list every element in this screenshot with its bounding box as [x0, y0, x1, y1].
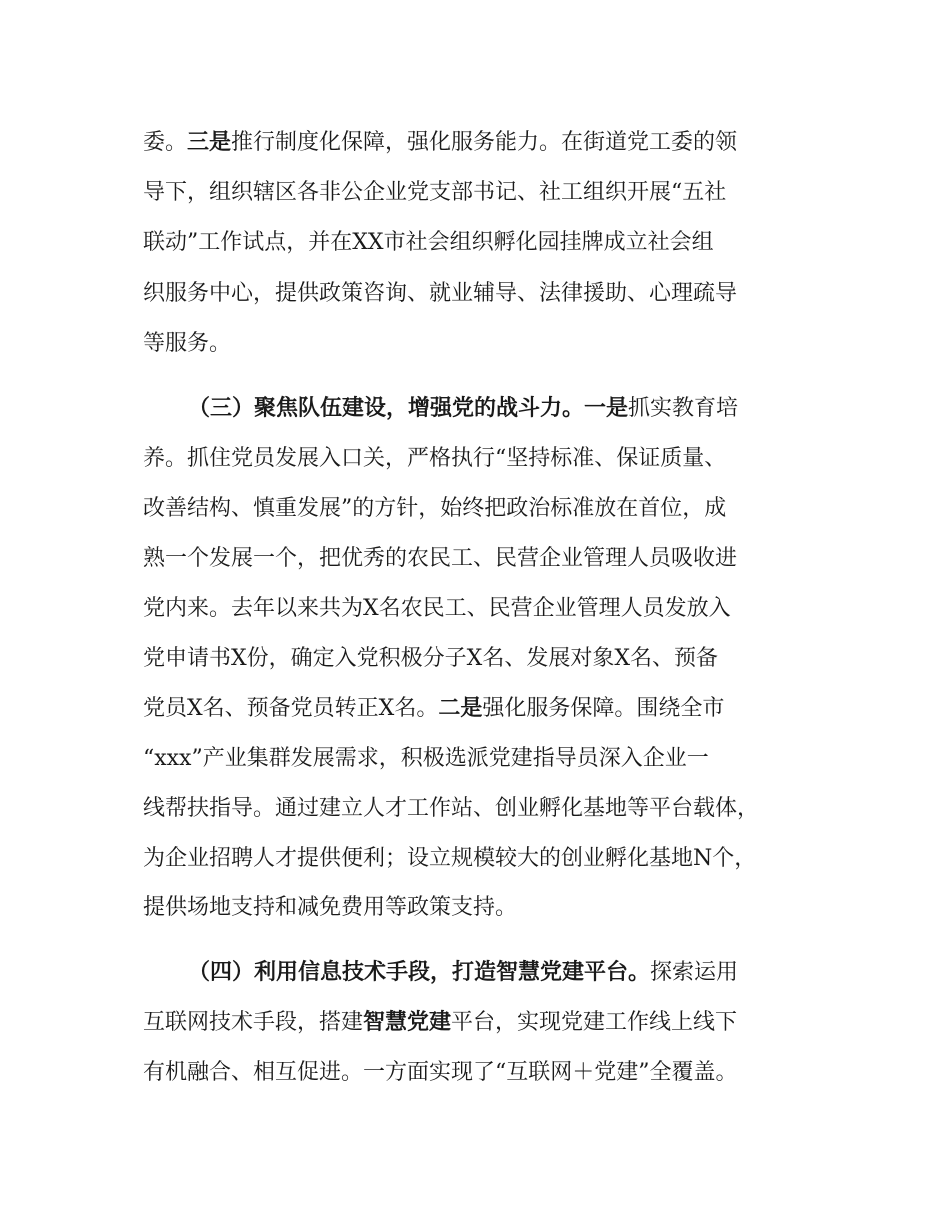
- paragraph-line: 改善结构、慎重发展”的方针，始终把政治标准放在首位，成: [143, 496, 727, 521]
- paragraph-line: 养。抓住党员发展入口关，严格执行“坚持标准、保证质量、: [143, 446, 727, 471]
- paragraph-line: 党内来。去年以来共为X名农民工、民营企业管理人员发放入: [143, 596, 731, 621]
- section-heading-line: （四）利用信息技术手段，打造智慧党建平台。探索运用: [188, 960, 739, 985]
- paragraph-line: 互联网技术手段，搭建智慧党建平台，实现党建工作线上线下: [143, 1010, 738, 1035]
- section-heading: （三）聚焦队伍建设，增强党的战斗力。一是: [188, 396, 629, 421]
- paragraph-line: “xxx”产业集群发展需求，积极选派党建指导员深入企业一: [143, 746, 709, 771]
- paragraph-line: 熟一个发展一个，把优秀的农民工、民营企业管理人员吸收进: [143, 546, 738, 571]
- paragraph-line: 导下，组织辖区各非公企业党支部书记、社工组织开展“五社: [143, 180, 727, 205]
- paragraph-line: 等服务。: [143, 331, 232, 356]
- bold-phrase: 智慧党建: [363, 1010, 452, 1035]
- section-heading: （四）利用信息技术手段，打造智慧党建平台。: [188, 960, 651, 985]
- paragraph-line: 联动”工作试点，并在XX市社会组织孵化园挂牌成立社会组: [143, 230, 714, 255]
- paragraph-line: 织服务中心，提供政策咨询、就业辅导、法律援助、心理疏导: [143, 281, 738, 306]
- bold-phrase: 二是: [438, 696, 483, 721]
- bold-phrase: 三是: [187, 130, 232, 155]
- paragraph-line: 党员X名、预备党员转正X名。二是强化服务保障。围绕全市: [143, 696, 725, 721]
- paragraph-line: 线帮扶指导。通过建立人才工作站、创业孵化基地等平台载体，: [143, 796, 760, 821]
- paragraph-line: 委。三是推行制度化保障，强化服务能力。在街道党工委的领: [143, 130, 738, 155]
- section-heading-line: （三）聚焦队伍建设，增强党的战斗力。一是抓实教育培: [188, 396, 739, 421]
- paragraph-line: 提供场地支持和减免费用等政策支持。: [143, 895, 518, 920]
- paragraph-line: 为企业招聘人才提供便利；设立规模较大的创业孵化基地N个，: [143, 846, 757, 871]
- paragraph-line: 有机融合、相互促进。一方面实现了“互联网＋党建”全覆盖。: [143, 1060, 738, 1085]
- paragraph-line: 党申请书X份，确定入党积极分子X名、发展对象X名、预备: [143, 646, 718, 671]
